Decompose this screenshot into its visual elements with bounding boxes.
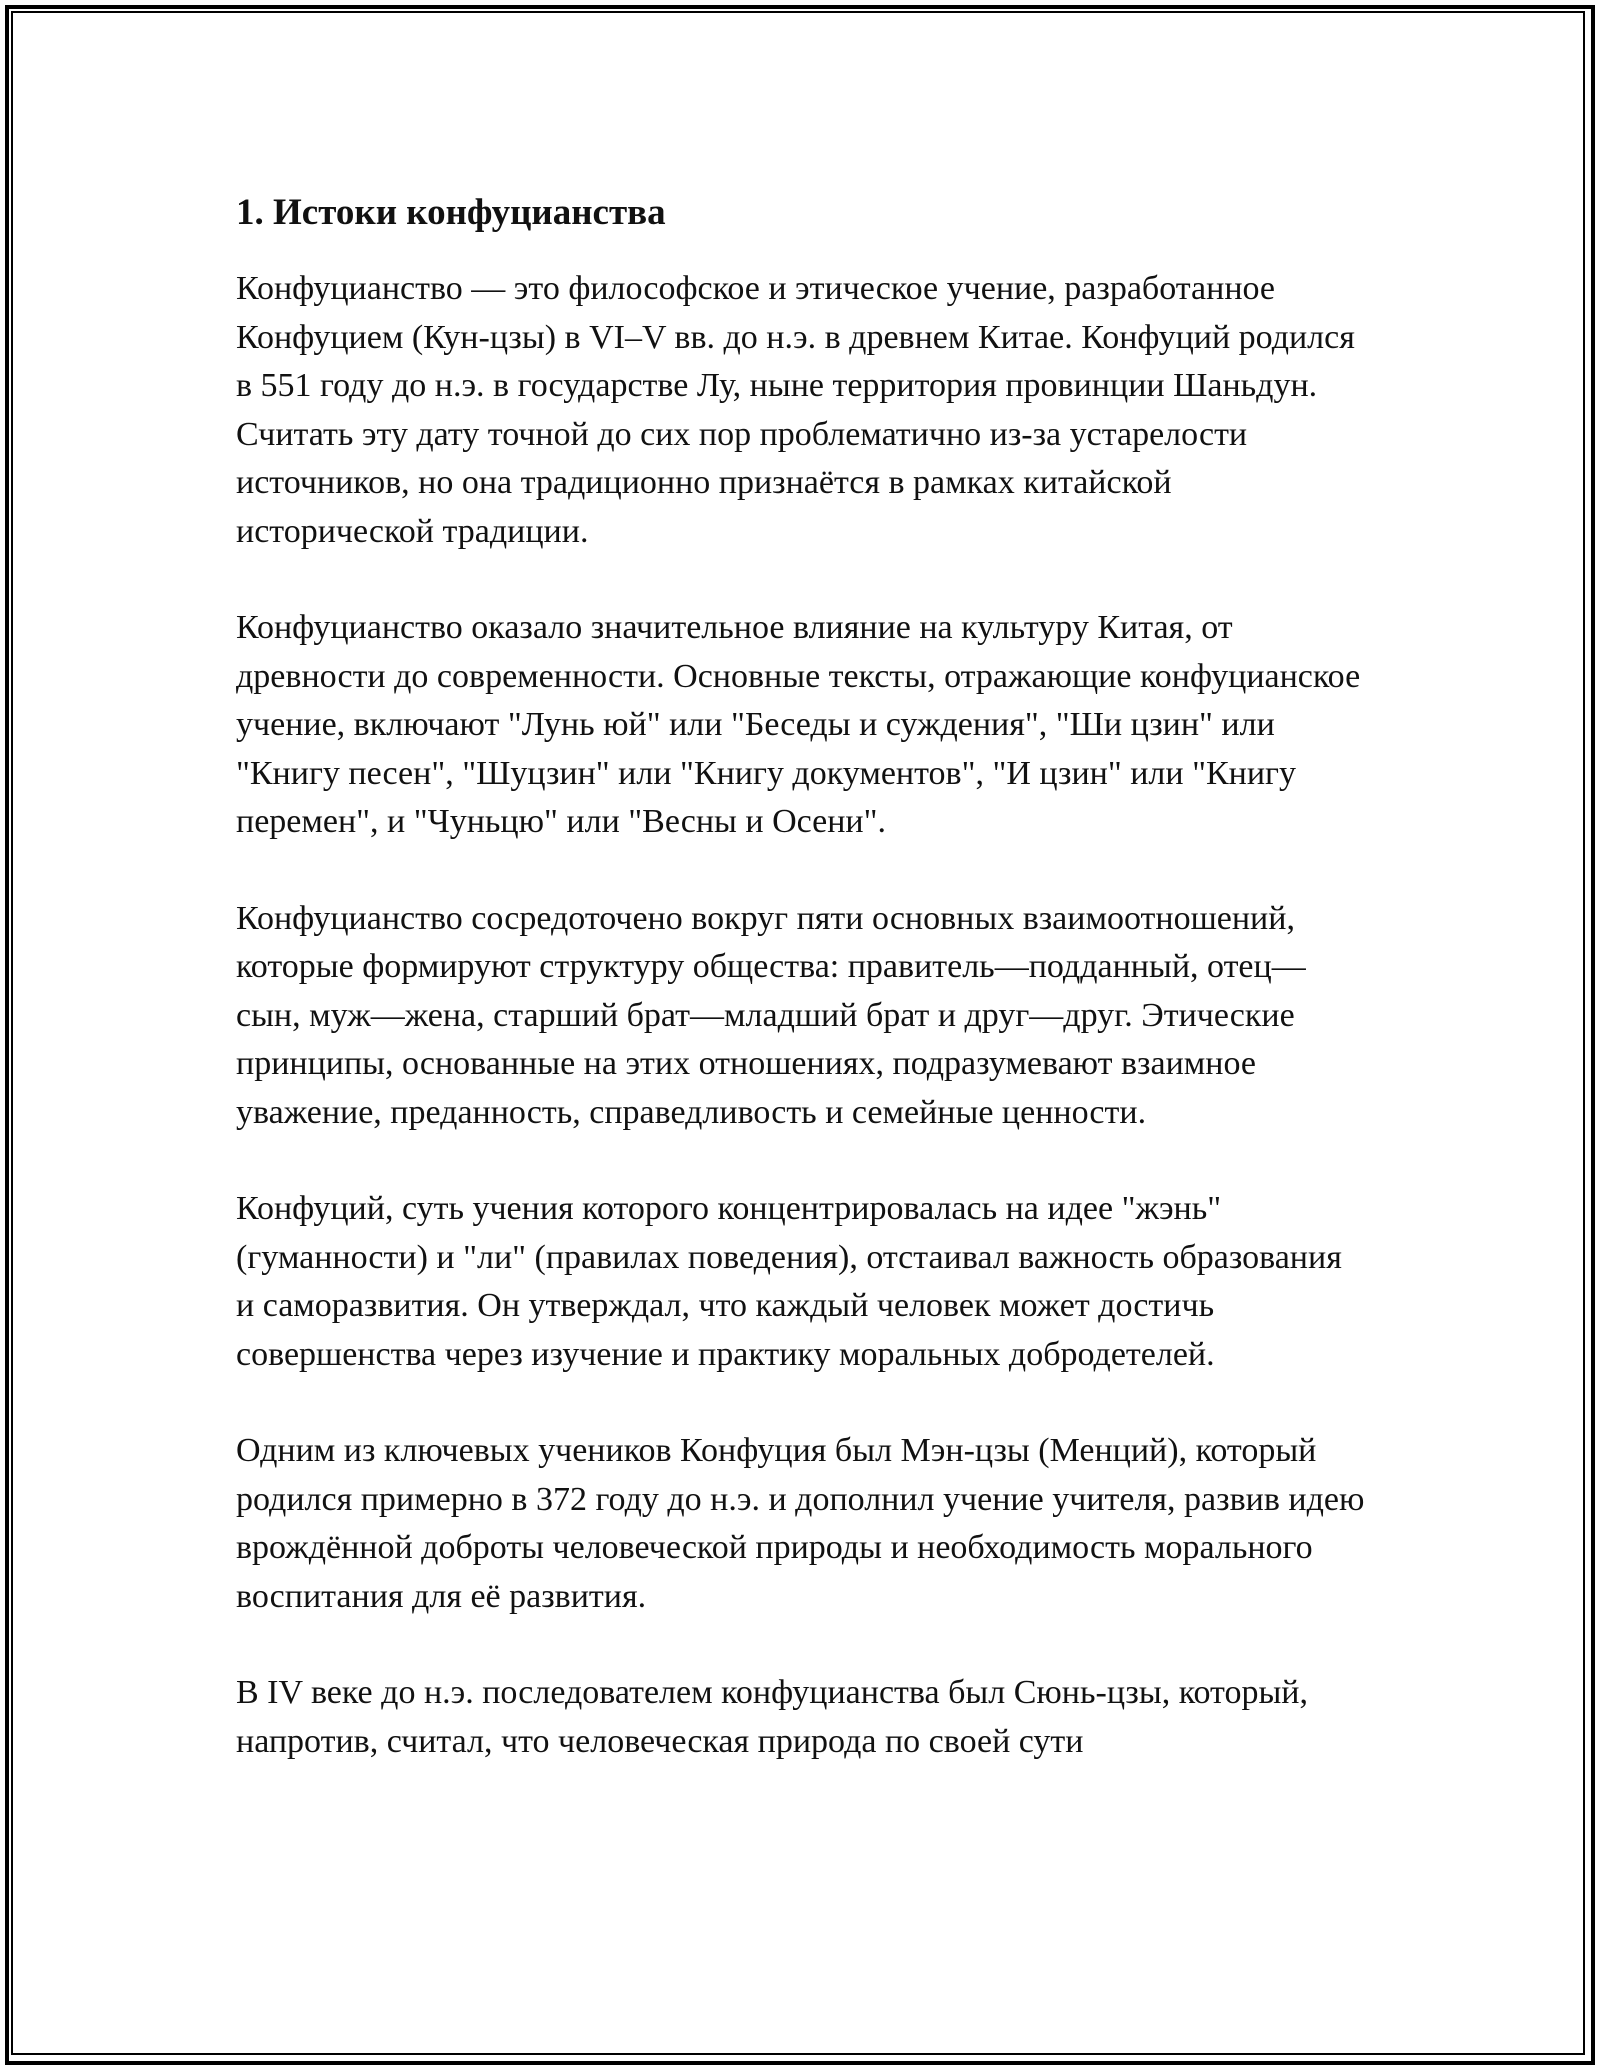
paragraph-ren-li: Конфуций, суть учения которого концентрировалась на идее "жэнь" (гуманности) и "ли" (правилах поведения), отстаивал важность образования и саморазвития. Он утверждал, что каждый человек может достичь совершенства через изучение и практику моральных добродетелей. [236,1190,1342,1373]
paragraph-origins: Конфуцианство — это философское и этическое учение, разработанное Конфуцием (Кун-цзы) в VI–V вв. до н.э. в древнем Китае. Конфуций родился в 551 году до н.э. в государстве Лу, ныне территория провинции Шаньдун. Считать эту дату точной до сих пор проблематично из-за устарелости источников, но она традиционно признаётся в рамках китайской исторической традиции. [236,270,1355,550]
section-heading: 1. Истоки конфуцианства [236,192,666,233]
paragraph-five-relationships: Конфуцианство сосредоточено вокруг пяти основных взаимоотношений, которые формируют структуру общества: правитель—подданный, отец—сын, муж—жена, старший брат—младший брат и друг—друг. Этические принципы, основанные на этих отношениях, подразумевают взаимное уважение, преданность, справедливость и семейные ценности. [236,899,1306,1131]
document-body [236,185,1366,1814]
paragraph-influence-texts: Конфуцианство оказало значительное влияние на культуру Китая, от древности до современности. Основные тексты, отражающие конфуцианское учение, включают "Лунь юй" или "Беседы и суждения", "Ши цзин" или "Книгу песен", "Шуцзин" или "Книгу документов", "И цзин" или "Книгу перемен", и "Чуньцю" или "Весны и Осени". [236,609,1361,840]
paragraph-xunzi: В IV веке до н.э. последователем конфуцианства был Сюнь-цзы, который, напротив, считал, что человеческая природа по своей сути [236,1674,1308,1760]
paragraph-mencius: Одним из ключевых учеников Конфуция был Мэн-цзы (Менций), который родился примерно в 372 году до н.э. и дополнил учение учителя, развив идею врождённой доброты человеческой природы и необходимость морального воспитания для её развития. [236,1432,1365,1615]
